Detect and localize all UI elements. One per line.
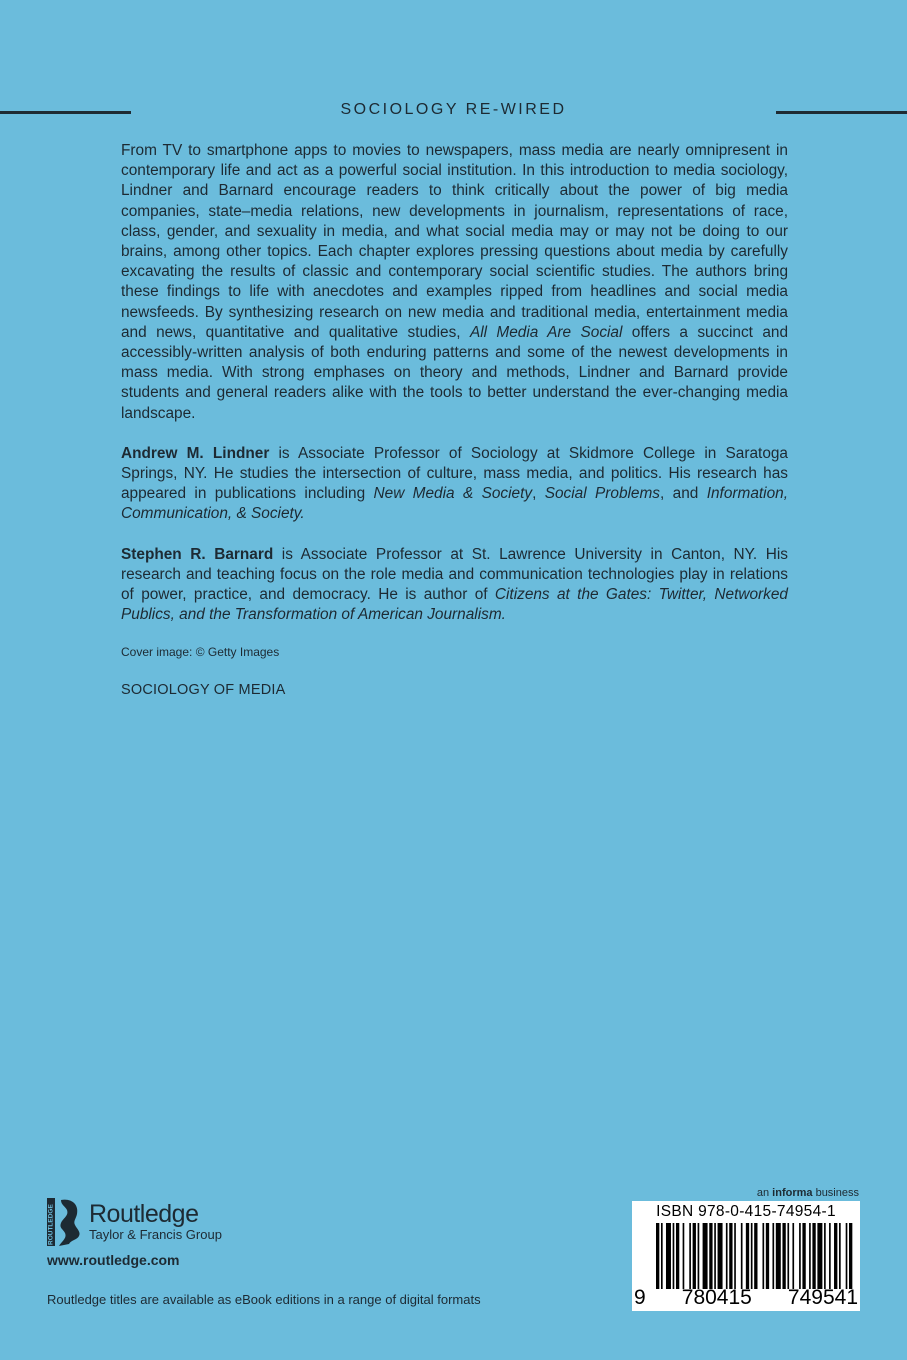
routledge-head-icon — [47, 1196, 85, 1248]
author-name: Stephen R. Barnard — [121, 545, 274, 563]
series-header — [0, 101, 907, 125]
series-title: SOCIOLOGY RE-WIRED — [340, 101, 567, 118]
back-cover-content — [121, 141, 788, 698]
isbn-barcode — [632, 1201, 860, 1311]
book-description: From TV to smartphone apps to movies to newspapers, mass media are nearly omnipresent in contemporary life and act as a powerful social institution. In this introduction to media sociology, Lindner and Barnard encourage readers to think critically about the power of big media companies, state–media relations, new developments in journalism, representations of race, class, gender, and sexuality in media, and what social media may or may not be doing to our brains, among other topics. Each chapter explores pressing questions about media by carefully excavating the results of classic and contemporary social scientific studies. The authors bring these findings to life with anecdotes and examples ripped from headlines and social media newsfeeds. By synthesizing research on new media and traditional media, entertainment media and news, quantitative and qualitative studies, All Media Are Social offers a succinct and accessibly-written analysis of both enduring patterns and some of the newest developments in mass media. With strong emphases on theory and methods, Lindner and Barnard provide students and general readers alike with the tools to better understand the ever-changing media landscape. — [121, 142, 789, 422]
isbn-label: ISBN 978-0-415-74954-1 — [656, 1203, 836, 1220]
author-name: Andrew M. Lindner — [121, 444, 270, 462]
publisher-logo — [47, 1196, 222, 1248]
author-bio-lindner: Andrew M. Lindner is Associate Professor of Sociology at Skidmore College in Saratoga Springs, NY. He studies the intersection of culture, mass media, and politics. His research has appeared in publications including New Media & Society, Social Problems, and Information, Communication, & Society. — [121, 444, 788, 523]
informa-tagline: an informa business — [756, 1187, 859, 1199]
barcode-bars-icon — [656, 1223, 854, 1289]
publisher-group: Taylor & Francis Group — [89, 1227, 222, 1242]
svg-text:ROUTLEDGE: ROUTLEDGE — [47, 1204, 55, 1245]
barcode-digits: 9 780415 749541 — [634, 1286, 858, 1309]
author-bio-barnard: Stephen R. Barnard is Associate Professor at St. Lawrence University in Canton, NY. His research and teaching focus on the role media and communication technologies play in relations of power, practice, and democracy. He is author of Citizens at the Gates: Twitter, Networked Publics, and the Transformation of American Journalism. — [121, 545, 789, 624]
series-rule-right — [776, 111, 907, 114]
subject-category: SOCIOLOGY OF MEDIA — [121, 682, 286, 699]
publisher-name: Routledge — [89, 1200, 199, 1228]
book-title: All Media Are Social — [469, 323, 623, 341]
publisher-url[interactable]: www.routledge.com — [47, 1252, 180, 1268]
cover-credit: Cover image: © Getty Images — [121, 645, 280, 660]
ebook-note: Routledge titles are available as eBook editions in a range of digital formats — [47, 1292, 481, 1307]
